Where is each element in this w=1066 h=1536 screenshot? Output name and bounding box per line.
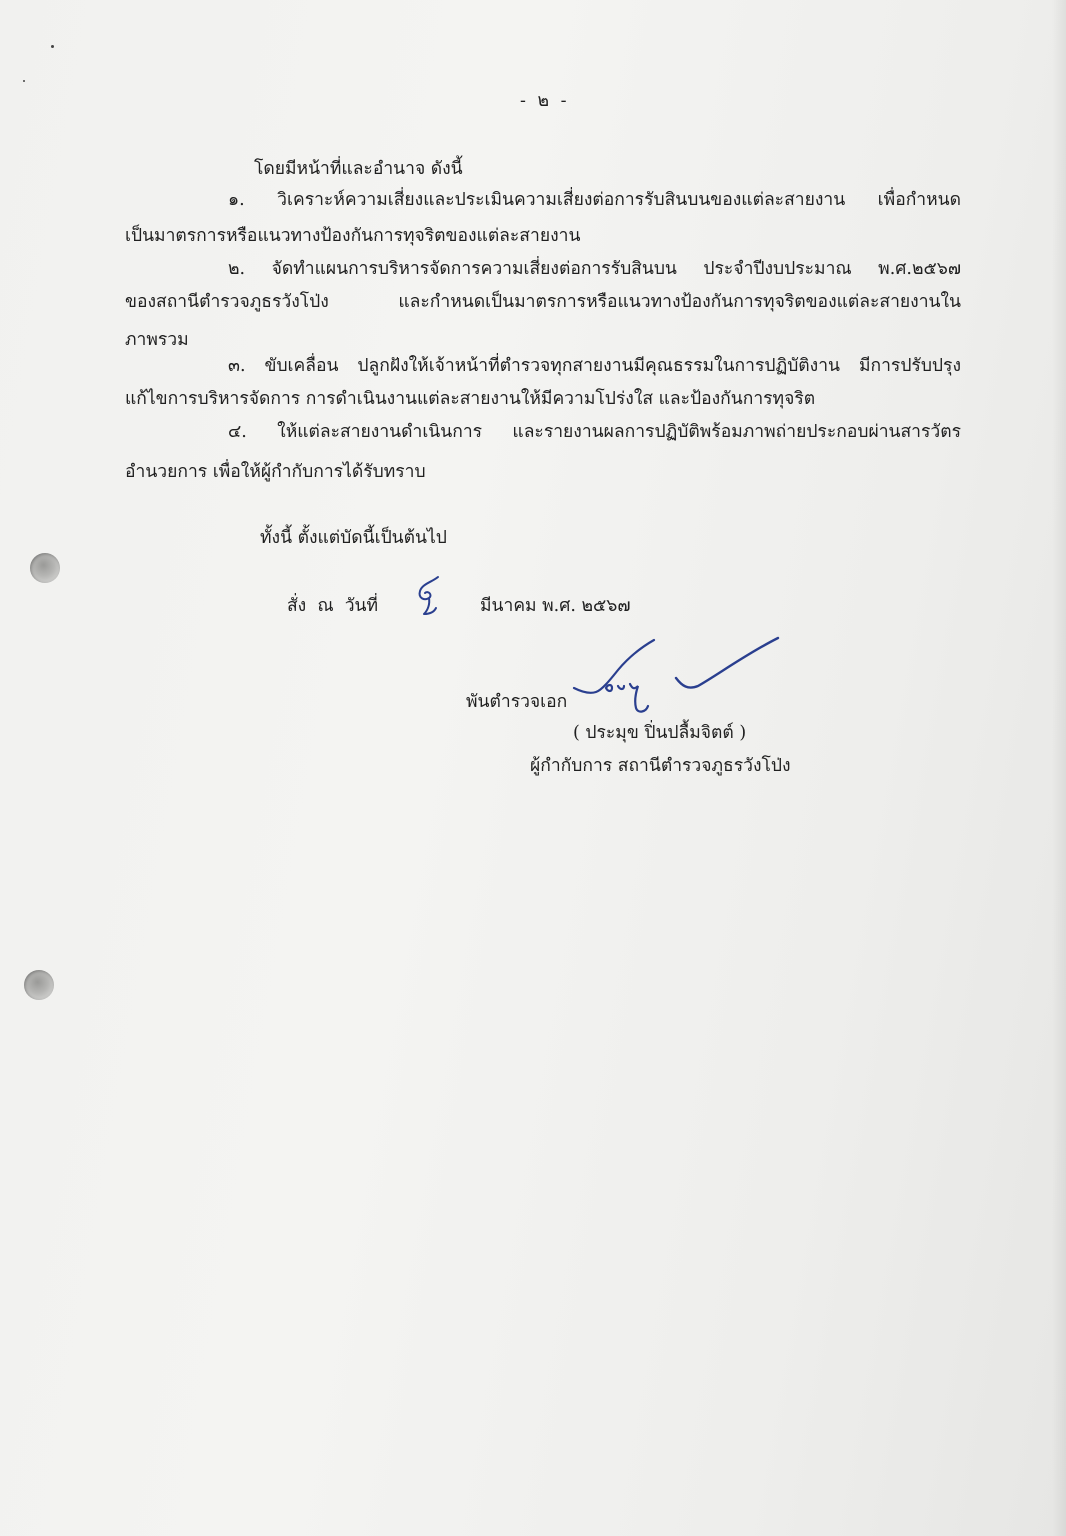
item-1-line-1: ๑. วิเคราะห์ความเสี่ยงและประเมินความเสี่ยงต่อการรับสินบนของแต่ละสายงาน เพื่อกำหนด xyxy=(228,190,961,210)
punch-hole-bottom xyxy=(24,970,54,1000)
item-2-line-1: ๒. จัดทำแผนการบริหารจัดการความเสี่ยงต่อการรับสินบน ประจำปีงบประมาณ พ.ศ.๒๕๖๗ xyxy=(228,259,961,279)
paper-speck xyxy=(23,80,25,82)
page-number: - ๒ - xyxy=(520,91,570,111)
paper-speck xyxy=(51,45,54,48)
punch-hole-top xyxy=(30,553,60,583)
signature-mark xyxy=(566,630,786,726)
item-1-line-2: เป็นมาตรการหรือแนวทางป้องกันการทุจริตของแต่ละสายงาน xyxy=(125,226,581,246)
signatory-name: ( ประมุข ปิ่นปลื้มจิตต์ ) xyxy=(573,723,747,743)
handwritten-day-mark xyxy=(408,574,458,618)
item-4-line-1: ๔. ให้แต่ละสายงานดำเนินการ และรายงานผลการปฏิบัติพร้อมภาพถ่ายประกอบผ่านสารวัตร xyxy=(228,422,961,442)
signatory-rank: พันตำรวจเอก xyxy=(466,692,568,712)
duties-intro: โดยมีหน้าที่และอำนาจ ดังนี้ xyxy=(254,159,463,179)
item-2-line-3: ภาพรวม xyxy=(125,330,189,350)
order-date-prefix: สั่ง ณ วันที่ xyxy=(287,596,379,616)
order-date-month-year: มีนาคม พ.ศ. ๒๕๖๗ xyxy=(480,596,631,616)
effective-statement: ทั้งนี้ ตั้งแต่บัดนี้เป็นต้นไป xyxy=(260,528,447,548)
item-2-line-2: ของสถานีตำรวจภูธรวังโป่ง และกำหนดเป็นมาตรการหรือแนวทางป้องกันการทุจริตของแต่ละสายงานใน xyxy=(125,292,961,312)
item-3-line-1: ๓. ขับเคลื่อน ปลูกฝังให้เจ้าหน้าที่ตำรวจทุกสายงานมีคุณธรรมในการปฏิบัติงาน มีการปรับปรุง xyxy=(228,356,961,376)
signatory-position: ผู้กำกับการ สถานีตำรวจภูธรวังโป่ง xyxy=(530,756,791,776)
page-edge-shadow xyxy=(1052,0,1066,1536)
item-3-line-2: แก้ไขการบริหารจัดการ การดำเนินงานแต่ละสายงานให้มีความโปร่งใส และป้องกันการทุจริต xyxy=(125,389,816,409)
item-4-line-2: อำนวยการ เพื่อให้ผู้กำกับการได้รับทราบ xyxy=(125,462,426,482)
